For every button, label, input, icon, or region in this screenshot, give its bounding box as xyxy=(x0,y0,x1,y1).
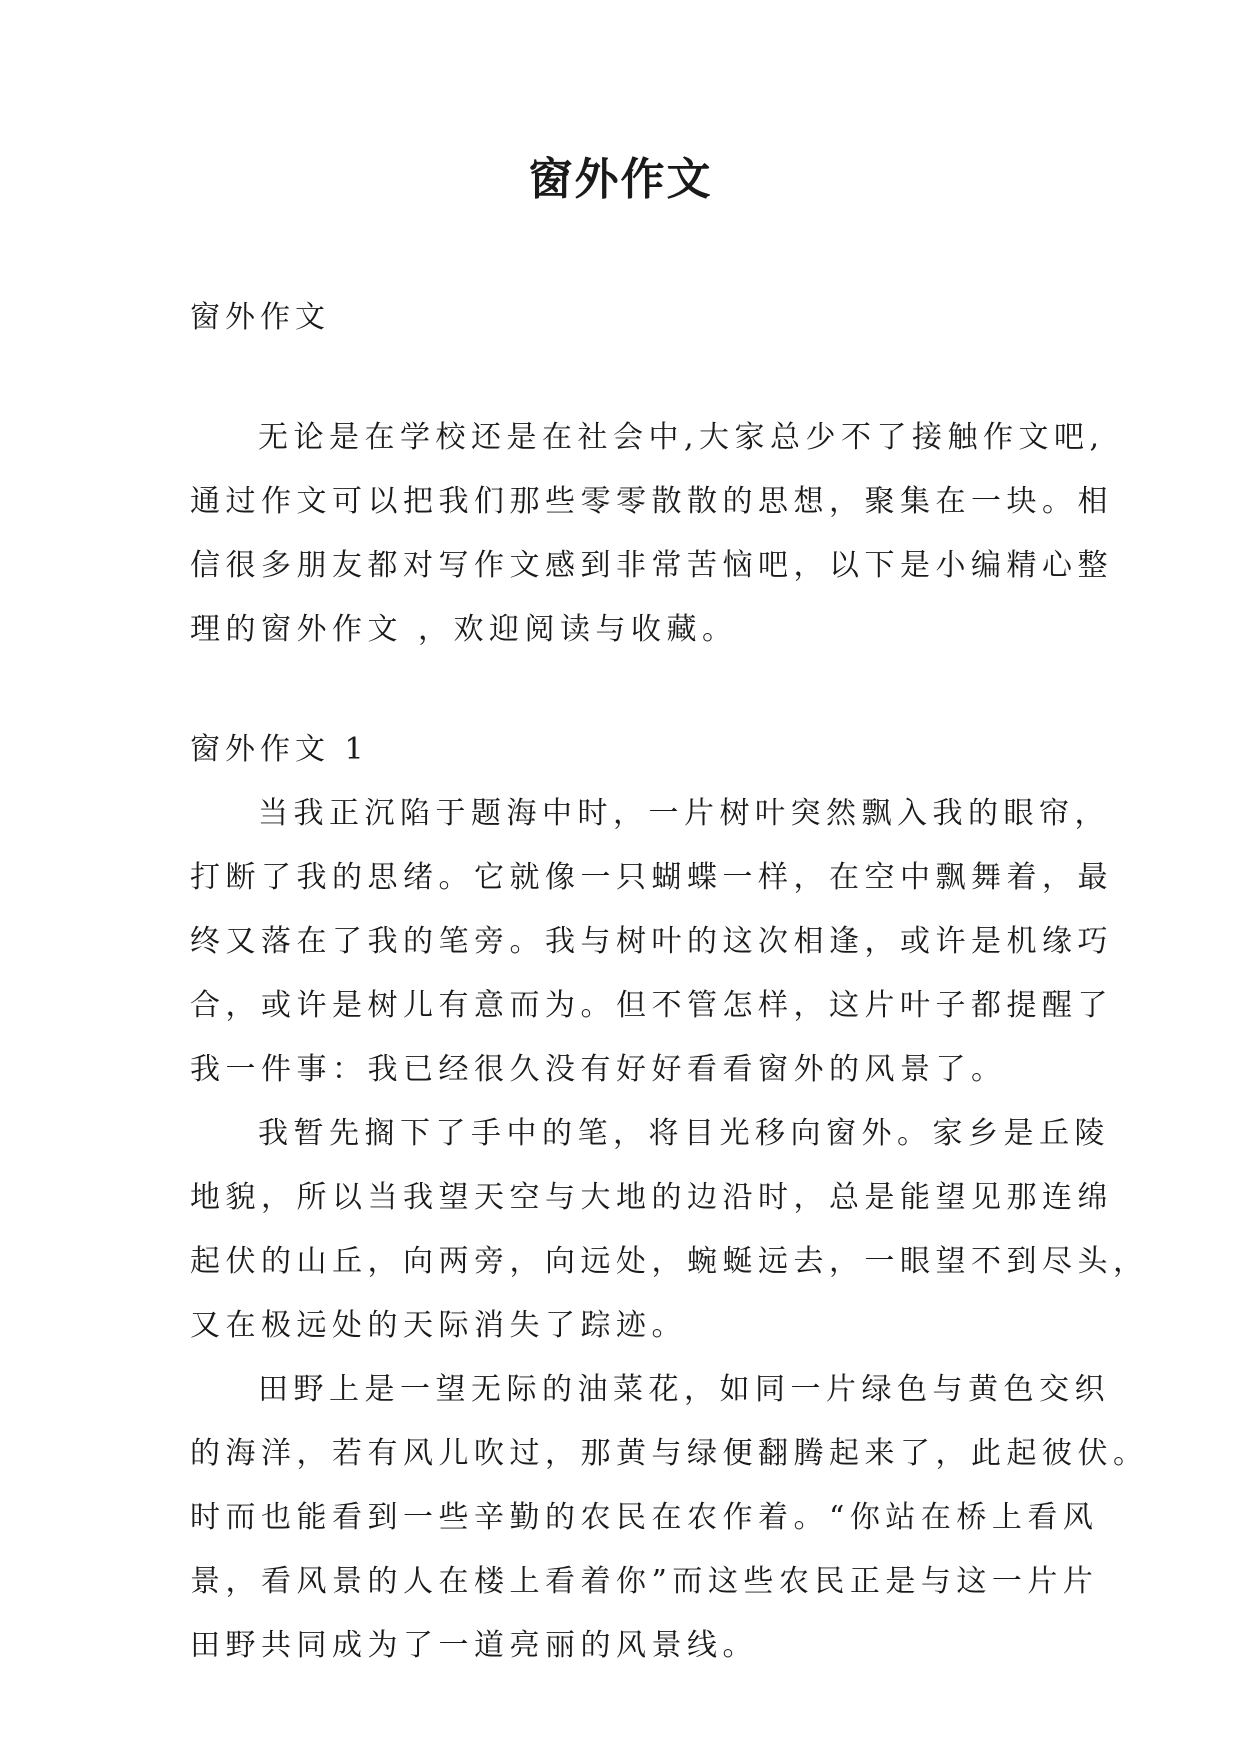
text-line: 田野共同成为了一道亮丽的风景线。 xyxy=(190,1628,758,1663)
text-line: 起伏的山丘，向两旁，向远处，蜿蜒远去，一眼望不到尽头， xyxy=(190,1244,1149,1279)
document-title: 窗外作文 xyxy=(528,154,713,205)
text-line: 通过作文可以把我们那些零零散散的思想，聚集在一块。相 xyxy=(190,484,1113,519)
text-line: 我暂先搁下了手中的笔，将目光移向窗外。家乡是丘陵 xyxy=(258,1116,1110,1151)
section-heading: 窗外作文 1 xyxy=(190,732,369,767)
text-line: 时而也能看到一些辛勤的农民在农作着。“你站在桥上看风 xyxy=(190,1500,1099,1535)
text-line: 景，看风景的人在楼上看着你”而这些农民正是与这一片片 xyxy=(190,1564,1099,1599)
text-line: 田野上是一望无际的油菜花，如同一片绿色与黄色交织 xyxy=(258,1372,1110,1407)
text-line: 信很多朋友都对写作文感到非常苦恼吧，以下是小编精心整 xyxy=(190,548,1113,583)
text-line: 的海洋，若有风儿吹过，那黄与绿便翻腾起来了，此起彼伏。 xyxy=(190,1436,1149,1471)
paragraph-1 xyxy=(190,782,1113,1102)
paragraph-2 xyxy=(190,1102,1149,1358)
text-line: 我一件事：我已经很久没有好好看看窗外的风景了。 xyxy=(190,1052,1007,1087)
text-line: 无论是在学校还是在社会中,大家总少不了接触作文吧, xyxy=(258,420,1105,455)
spacer xyxy=(190,662,1056,718)
text-line: 地貌，所以当我望天空与大地的边沿时，总是能望见那连绵 xyxy=(190,1180,1113,1215)
text-line: 合，或许是树儿有意而为。但不管怎样，这片叶子都提醒了 xyxy=(190,988,1113,1023)
text-line: 当我正沉陷于题海中时，一片树叶突然飘入我的眼帘， xyxy=(258,796,1110,831)
spacer xyxy=(190,350,1056,406)
paragraph-3 xyxy=(190,1358,1149,1678)
intro-paragraph xyxy=(190,406,1113,662)
text-line: 打断了我的思绪。它就像一只蝴蝶一样，在空中飘舞着，最 xyxy=(190,860,1113,895)
text-line: 又在极远处的天际消失了踪迹。 xyxy=(190,1308,687,1343)
subtitle: 窗外作文 xyxy=(190,300,330,335)
text-line: 理的窗外作文 ，欢迎阅读与收藏。 xyxy=(190,612,738,647)
text-line: 终又落在了我的笔旁。我与树叶的这次相逢，或许是机缘巧 xyxy=(190,924,1113,959)
document-body xyxy=(190,286,1149,1678)
